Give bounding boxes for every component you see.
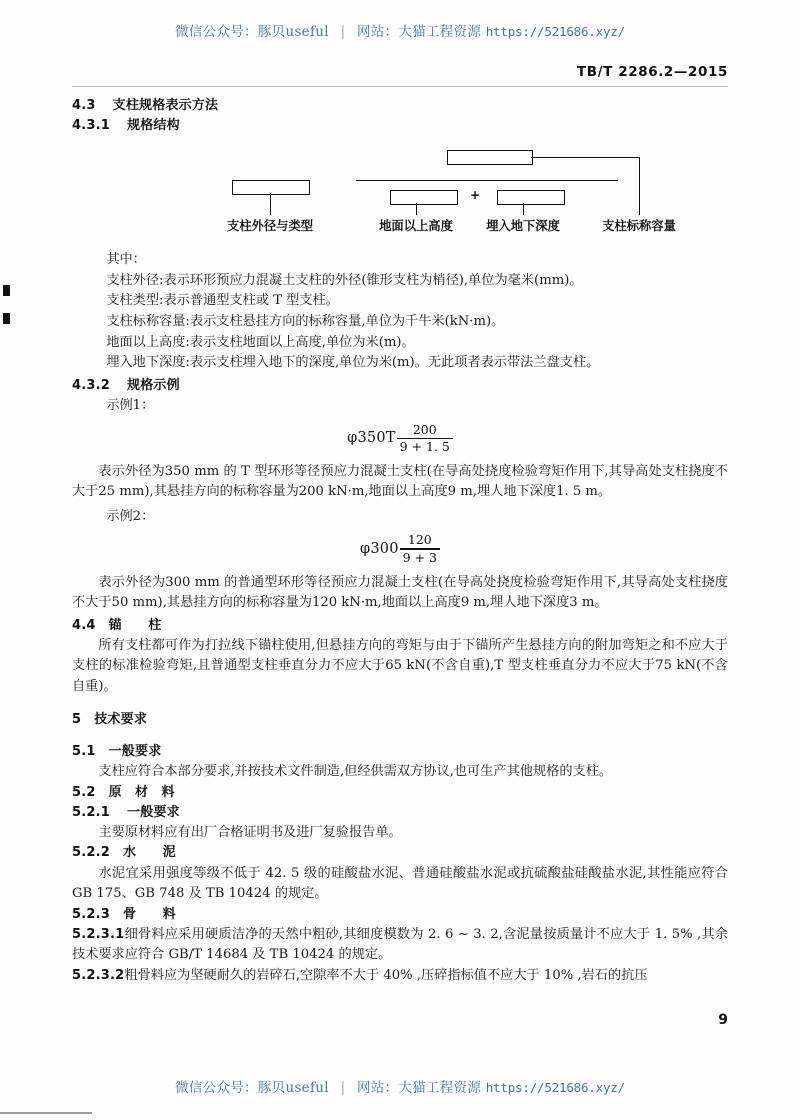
spec-structure-diagram bbox=[72, 146, 728, 238]
paragraph-5-2-2: 水泥宜采用强度等级不低于 42. 5 级的硅酸盐水泥、普通硅酸盐水泥或抗硫酸盐硅酸盐水泥,其性能应符合 GB 175、GB 748 及 TB 10424 的规定。 bbox=[72, 865, 728, 902]
paragraph-5-1: 支柱应符合本部分要求,并按技术文件制造,但经供需双方协议,也可生产其他规格的支柱。 bbox=[98, 763, 613, 779]
watermark-url: https://521686.xyz/ bbox=[485, 24, 625, 39]
example-1-label: 示例1： bbox=[106, 397, 155, 413]
heading-4-3-2-title: 规格示例 bbox=[127, 377, 180, 393]
heading-4-4 bbox=[72, 616, 728, 636]
watermark-wechat-label: 微信公众号：豚贝useful bbox=[175, 24, 329, 40]
paragraph-5-2-3-2-text: 粗骨料应为坚硬耐久的岩碎石,空隙率不大于 40% ,压碎指标值不应大于 10% ,岩石的抗压 bbox=[124, 968, 648, 984]
diagram-label-diameter-type: 支柱外径与类型 bbox=[226, 219, 314, 234]
definitions-lead: 其中： bbox=[106, 252, 146, 268]
example-2-label: 示例2： bbox=[106, 508, 155, 524]
heading-5-2-2-number: 5.2.2 bbox=[72, 845, 111, 861]
standard-number: TB/T 2286.2—2015 bbox=[576, 64, 728, 80]
heading-5-1-title: 一般要求 bbox=[108, 743, 162, 759]
heading-4-3-number: 4.3 bbox=[72, 98, 96, 113]
watermark-wechat-label: 微信公众号：豚贝useful bbox=[175, 1080, 329, 1096]
edge-tick-mark bbox=[3, 313, 10, 324]
diagram-connector-depth bbox=[523, 203, 524, 215]
heading-4-4-title: 锚 柱 bbox=[108, 617, 162, 633]
definition-pole-type: 支柱类型:表示普通型支柱或 T 型支柱。 bbox=[106, 293, 339, 309]
definition-outer-diameter: 支柱外径:表示环形预应力混凝土支柱的外径(锥形支柱为梢径),单位为毫米(mm)。 bbox=[106, 272, 583, 288]
paragraph-5-2-3-2-number: 5.2.3.2 bbox=[72, 968, 125, 984]
heading-5-2-2-title: 水 泥 bbox=[123, 845, 176, 861]
heading-4-4-number: 4.4 bbox=[72, 617, 96, 633]
diagram-fraction-bar bbox=[356, 180, 618, 181]
heading-4-3-1 bbox=[72, 116, 728, 136]
heading-5-2-3 bbox=[72, 905, 728, 925]
diagram-connector-capacity-horizontal bbox=[531, 157, 640, 158]
watermark-site-label: 网站：大猫工程资源 bbox=[356, 1080, 482, 1096]
watermark-separator: | bbox=[340, 24, 346, 40]
heading-5-title: 技术要求 bbox=[94, 711, 148, 727]
watermark-bottom bbox=[0, 1076, 800, 1096]
diagram-plus-sign: + bbox=[470, 188, 481, 203]
header-rule bbox=[72, 86, 728, 87]
heading-5-2 bbox=[72, 783, 728, 803]
example-2-numerator: 120 bbox=[407, 532, 432, 548]
example-2-denominator: 9 + 3 bbox=[402, 549, 437, 565]
heading-5-1 bbox=[72, 742, 728, 762]
paragraph-5-2-3-1 bbox=[72, 925, 728, 966]
definition-above-ground-height: 地面以上高度:表示支柱地面以上高度,单位为米(m)。 bbox=[106, 334, 415, 350]
heading-5-2-1-title: 一般要求 bbox=[127, 804, 180, 820]
paragraph-4-4: 所有支柱都可作为打拉线下锚柱使用,但悬挂方向的弯矩与由于下锚所产生悬挂方向的附加弯矩之和不应大于支柱的标准检验弯矩,且普通型支柱垂直分力不应大于65 kN(不含自重),T 型支柱垂直分力不应大于75 kN(不含自重)。 bbox=[72, 637, 728, 695]
heading-5-2-1 bbox=[72, 803, 728, 823]
page-number: 9 bbox=[718, 1012, 728, 1028]
example-1-denominator: 9 + 1. 5 bbox=[399, 438, 450, 454]
heading-5-2-3-title: 骨 料 bbox=[123, 906, 176, 922]
paragraph-5-2-3-1-text: 细骨料应采用硬质洁净的天然中粗砂,其细度模数为 2. 6 ~ 3. 2,含泥量按质量计不应大于 1. 5% ,其余技术要求应符合 GB/T 14684 及 TB 10424 的规定。 bbox=[72, 926, 728, 963]
heading-4-3 bbox=[72, 96, 728, 116]
example-1-fraction bbox=[397, 423, 453, 454]
diagram-connector-capacity-vertical bbox=[639, 157, 640, 215]
watermark-top bbox=[0, 20, 800, 40]
watermark-separator: | bbox=[340, 1080, 346, 1096]
heading-5-2-number: 5.2 bbox=[72, 784, 96, 800]
heading-5-number: 5 bbox=[72, 711, 82, 727]
diagram-label-above-ground-height: 地面以上高度 bbox=[379, 219, 453, 234]
heading-4-3-1-title: 规格结构 bbox=[127, 118, 180, 134]
document-body bbox=[72, 96, 728, 987]
paragraph-5-2-3-2 bbox=[72, 966, 728, 987]
heading-5-2-1-number: 5.2.1 bbox=[72, 804, 111, 820]
heading-4-3-2 bbox=[72, 376, 728, 396]
example-1-numerator: 200 bbox=[412, 421, 437, 437]
diagram-connector-diameter bbox=[270, 193, 271, 215]
diagram-label-buried-depth: 埋入地下深度 bbox=[486, 219, 560, 234]
heading-5-2-3-number: 5.2.3 bbox=[72, 906, 111, 922]
heading-5-2-2 bbox=[72, 843, 728, 863]
diagram-connector-height bbox=[416, 203, 417, 215]
example-1-description: 表示外径为350 mm 的 T 型环形等径预应力混凝土支柱(在导高处挠度检验弯矩作用下,其导高处支柱挠度不大于25 mm),其悬挂方向的标称容量为200 kN·m,地面以上高度9 m,埋人地下深度1. 5 m。 bbox=[72, 463, 728, 500]
heading-5-1-number: 5.1 bbox=[72, 743, 96, 759]
definition-nominal-capacity: 支柱标称容量:表示支柱悬挂方向的标称容量,单位为千牛米(kN·m)。 bbox=[106, 314, 505, 330]
example-2-formula bbox=[72, 533, 728, 564]
watermark-site-label: 网站：大猫工程资源 bbox=[356, 24, 482, 40]
heading-4-3-1-number: 4.3.1 bbox=[72, 118, 111, 134]
edge-tick-mark bbox=[3, 285, 10, 296]
heading-4-3-2-number: 4.3.2 bbox=[72, 377, 111, 393]
paragraph-5-2-3-1-number: 5.2.3.1 bbox=[72, 926, 125, 942]
example-2-formula-lead: φ300 bbox=[360, 541, 399, 557]
watermark-url: https://521686.xyz/ bbox=[485, 1080, 625, 1095]
example-1-formula bbox=[72, 423, 728, 454]
paragraph-5-2-1: 主要原材料应有出厂合格证明书及进厂复验报告单。 bbox=[98, 824, 402, 840]
heading-4-3-title: 支柱规格表示方法 bbox=[112, 98, 219, 113]
heading-5 bbox=[72, 710, 728, 730]
heading-5-2-title: 原 材 料 bbox=[108, 784, 175, 800]
example-1-formula-lead: φ350T bbox=[347, 430, 396, 447]
diagram-box-above-ground-height bbox=[390, 190, 458, 205]
diagram-box-buried-depth bbox=[497, 190, 565, 205]
example-2-description: 表示外径为300 mm 的普通型环形等径预应力混凝土支柱(在导高处挠度检验弯矩作用下,其导高处支柱挠度不大于50 mm),其悬挂方向的标称容量为120 kN·m,地面以上高度9 m,埋人地下深度3 m。 bbox=[72, 574, 728, 611]
definition-buried-depth: 埋入地下深度:表示支柱埋入地下的深度,单位为米(m)。无此项者表示带法兰盘支柱。 bbox=[106, 355, 600, 371]
diagram-box-nominal-capacity bbox=[447, 150, 533, 165]
scan-artifact bbox=[0, 1112, 92, 1114]
diagram-label-nominal-capacity: 支柱标称容量 bbox=[602, 219, 676, 234]
example-2-fraction bbox=[400, 533, 440, 564]
